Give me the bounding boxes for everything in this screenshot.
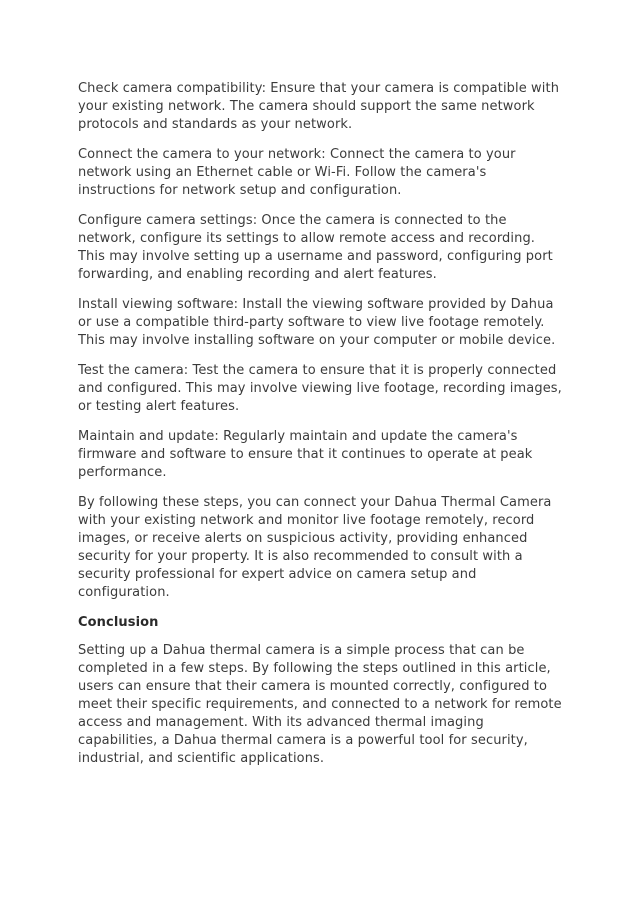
paragraph-install-software: Install viewing software: Install the viewing software provided by Dahua or use a compatible third-party software to view live footage remotely. This may involve installing software on your computer or mobile device.	[78, 297, 556, 348]
paragraph-summary: By following these steps, you can connect your Dahua Thermal Camera with your existing network and monitor live footage remotely, record images, or receive alerts on suspicious activity, providing enhanced security for your property. It is also recommended to consult with a security professional for expert advice on camera setup and configuration.	[78, 495, 552, 600]
paragraph-check-compatibility: Check camera compatibility: Ensure that your camera is compatible with your existing network. The camera should support the same network protocols and standards as your network.	[78, 81, 560, 132]
paragraph-maintain-update: Maintain and update: Regularly maintain and update the camera's firmware and software to ensure that it continues to operate at peak performance.	[78, 429, 533, 480]
paragraph-configure-settings: Configure camera settings: Once the camera is connected to the network, configure its settings to allow remote access and recording. This may involve setting up a username and password, configuring port forwarding, and enabling recording and alert features.	[78, 213, 553, 282]
conclusion-heading: Conclusion	[78, 615, 159, 630]
paragraph-connect-camera: Connect the camera to your network: Connect the camera to your network using an Ethernet cable or Wi-Fi. Follow the camera's instructions for network setup and configuration.	[78, 147, 516, 198]
document-body	[78, 80, 566, 780]
paragraph-test-camera: Test the camera: Test the camera to ensure that it is properly connected and configured. This may involve viewing live footage, recording images, or testing alert features.	[78, 363, 562, 414]
conclusion-paragraph: Setting up a Dahua thermal camera is a simple process that can be completed in a few steps. By following the steps outlined in this article, users can ensure that their camera is mounted correctly, configured to meet their specific requirements, and connected to a network for remote access and management. With its advanced thermal imaging capabilities, a Dahua thermal camera is a powerful tool for security, industrial, and scientific applications.	[78, 643, 562, 766]
